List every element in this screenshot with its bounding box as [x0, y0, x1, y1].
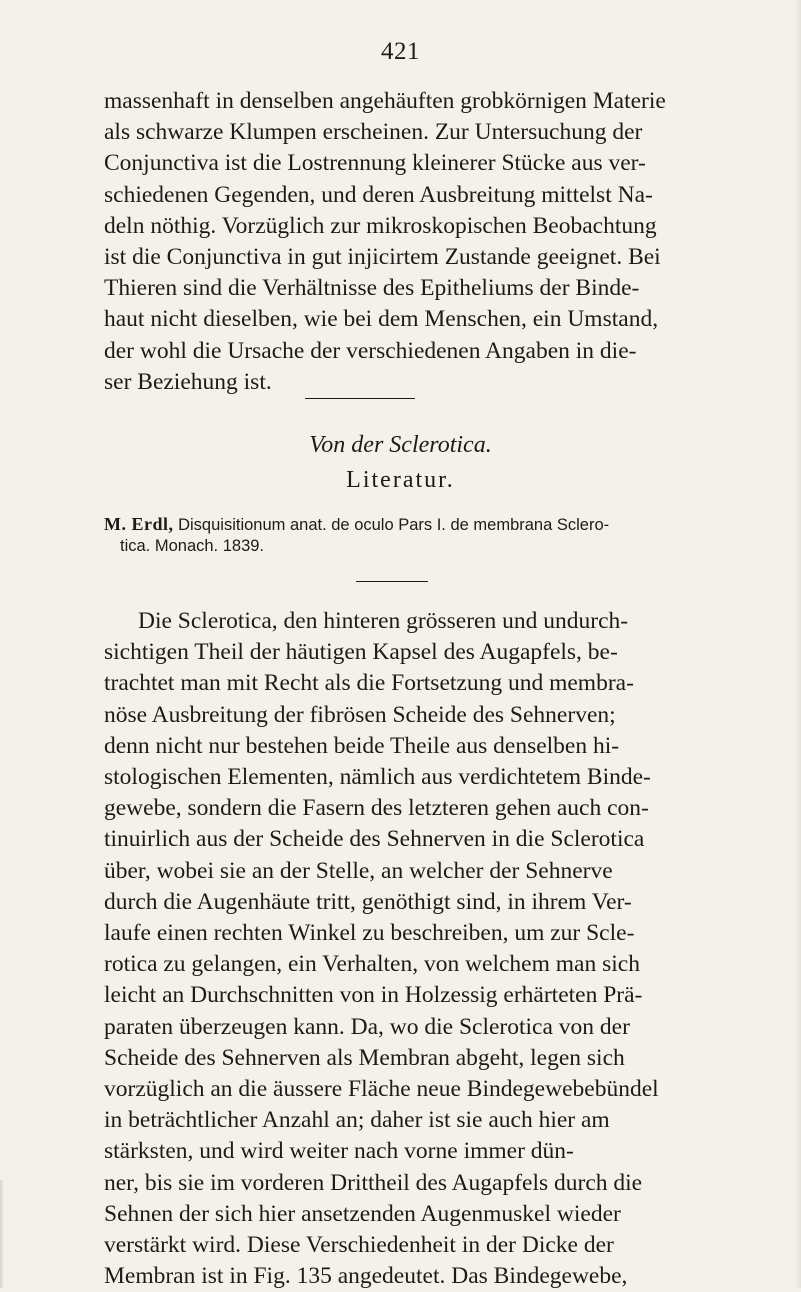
reference-title-part: Disquisitionum anat. de oculo Pars I. de membrana Sclero-: [178, 516, 610, 534]
text-line: Thieren sind die Verhältnisse des Epitheliums der Binde-: [104, 275, 640, 302]
reference-line-2: tica. Monach. 1839.: [120, 537, 265, 555]
section-divider-top: [305, 398, 415, 399]
text-line: stärksten, und wird weiter nach vorne immer dün-: [104, 1138, 574, 1165]
text-line: rotica zu gelangen, ein Verhalten, von welchem man sich: [104, 951, 640, 978]
text-line: vorzüglich an die äussere Fläche neue Bindegewebebündel: [104, 1076, 659, 1103]
text-line: tinuirlich aus der Scheide des Sehnerven in die Sclerotica: [104, 826, 645, 853]
text-line: gewebe, sondern die Fasern des letzteren gehen auch con-: [104, 795, 649, 822]
literature-reference: [104, 514, 694, 557]
text-line: trachtet man mit Recht als die Fortsetzung und membra-: [104, 670, 634, 697]
text-line: schiedenen Gegenden, und deren Ausbreitung mittelst Na-: [104, 181, 653, 208]
text-line: als schwarze Klumpen erscheinen. Zur Untersuchung der: [104, 119, 643, 146]
text-line: leicht an Durchschnitten von in Holzessig erhärteten Prä-: [104, 982, 643, 1009]
text-line: Conjunctiva ist die Lostrennung kleinerer Stücke aus ver-: [104, 150, 646, 177]
main-paragraph: [104, 606, 696, 1292]
text-line: Die Sclerotica, den hinteren grösseren und undurch-: [138, 608, 629, 634]
reference-line-1: [104, 514, 694, 536]
text-line: laufe einen rechten Winkel zu beschreiben, um zur Scle-: [104, 920, 635, 947]
section-divider-bottom: [356, 581, 428, 582]
text-line: haut nicht dieselben, wie bei dem Menschen, ein Umstand,: [104, 306, 659, 333]
text-line: verstärkt wird. Diese Verschiedenheit in der Dicke der: [104, 1232, 614, 1259]
page-corner-shadow: [0, 1180, 4, 1288]
text-line: stologischen Elementen, nämlich aus verdichtetem Binde-: [104, 764, 651, 791]
text-line: ist die Conjunctiva in gut injicirtem Zustande geeignet. Bei: [104, 244, 661, 271]
page-edge-shadow: [795, 0, 801, 1288]
text-line: ser Beziehung ist.: [104, 368, 272, 395]
text-line: nöse Ausbreitung der fibrösen Scheide des Sehnerven;: [104, 701, 616, 728]
literature-heading: Literatur.: [346, 467, 455, 493]
text-line: Membran ist in Fig. 135 angedeutet. Das Bindegewebe,: [104, 1263, 628, 1290]
top-paragraph: [104, 86, 696, 398]
text-line: paraten überzeugen kann. Da, wo die Sclerotica von der: [104, 1013, 630, 1040]
text-line: sichtigen Theil der häutigen Kapsel des Augapfels, be-: [104, 639, 618, 666]
text-line: Scheide des Sehnerven als Membran abgeht, legen sich: [104, 1044, 625, 1071]
text-line: deln nöthig. Vorzüglich zur mikroskopischen Beobachtung: [104, 212, 657, 239]
section-title: Von der Sclerotica.: [309, 432, 492, 458]
text-line: massenhaft in denselben angehäuften grobkörnigen Materie: [104, 88, 666, 114]
page-number: 421: [381, 38, 420, 65]
text-line: durch die Augenhäute tritt, genöthigt sind, in ihrem Ver-: [104, 888, 632, 915]
reference-author: M. Erdl,: [104, 514, 174, 534]
text-line: ner, bis sie im vorderen Drittheil des Augapfels durch die: [104, 1169, 643, 1196]
text-line: Sehnen der sich hier ansetzenden Augenmuskel wieder: [104, 1200, 621, 1227]
text-line: der wohl die Ursache der verschiedenen Angaben in die-: [104, 337, 637, 364]
text-line: über, wobei sie an der Stelle, an welcher der Sehnerve: [104, 857, 613, 884]
text-line: in beträchtlicher Anzahl an; daher ist sie auch hier am: [104, 1107, 610, 1134]
text-line: denn nicht nur bestehen beide Theile aus denselben hi-: [104, 732, 620, 759]
